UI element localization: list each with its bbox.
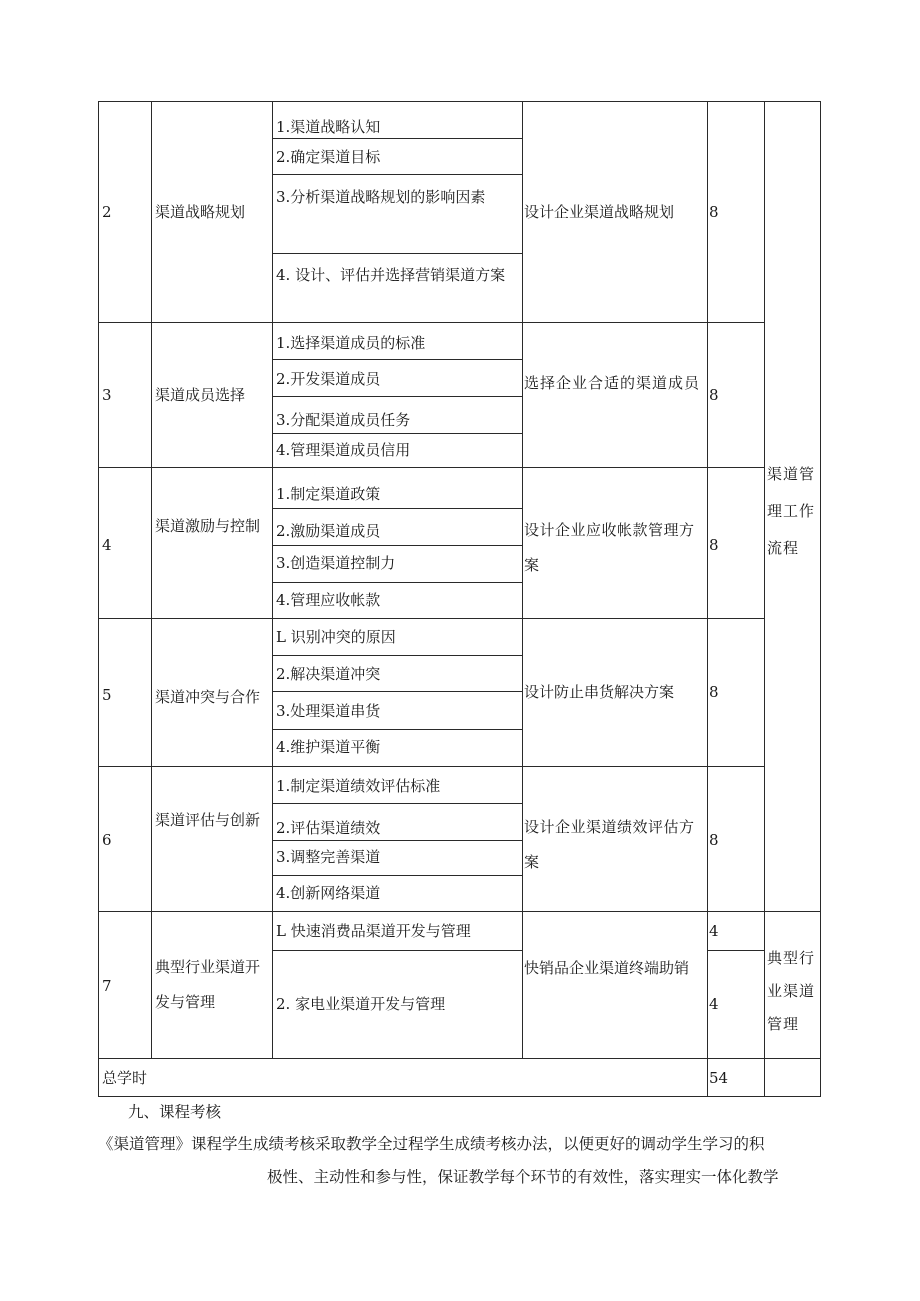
- project-cell: 快销品企业渠道终端助销: [524, 959, 690, 977]
- topic-item: 2.解决渠道冲突: [276, 665, 381, 683]
- topic-item: 3.处理渠道串货: [276, 702, 381, 720]
- total-label: 总学时: [102, 1069, 148, 1087]
- hours-cell: 8: [709, 386, 719, 404]
- topic-item: 4.维护渠道平衡: [276, 738, 381, 756]
- hours-cell: 8: [709, 683, 719, 701]
- topic-item: 1.制定渠道政策: [276, 485, 381, 503]
- project-cell: 设计防止串货解决方案: [524, 683, 675, 701]
- topic-item: 1.选择渠道成员的标准: [276, 334, 426, 352]
- paragraph-line: 《渠道管理》课程学生成绩考核采取教学全过程学生成绩考核办法，以便更好的调动学生学习的积: [98, 1135, 765, 1153]
- topic-item: 2. 家电业渠道开发与管理: [276, 995, 446, 1013]
- topic-item: 2.评估渠道绩效: [276, 819, 381, 837]
- project-cell: 设计企业渠道绩效评估方案: [524, 818, 695, 871]
- topic-item: 4.创新网络渠道: [276, 884, 381, 902]
- row-number: 5: [102, 686, 112, 704]
- topic-item: 3.调整完善渠道: [276, 848, 381, 866]
- topic-item: 2.开发渠道成员: [276, 370, 381, 388]
- topic-item: 2.确定渠道目标: [276, 148, 381, 166]
- hours-cell: 4: [709, 995, 719, 1013]
- project-cell: 选择企业合适的渠道成员: [524, 374, 701, 392]
- total-hours: 54: [709, 1069, 729, 1087]
- topic-item: 3.分析渠道战略规划的影响因素: [276, 188, 486, 206]
- topic-item: L 快速消费品渠道开发与管理: [276, 922, 471, 940]
- row-number: 7: [102, 977, 112, 995]
- topic-item: 4. 设计、评估并选择营销渠道方案: [276, 266, 506, 284]
- row-number: 4: [102, 536, 112, 554]
- hours-cell: 8: [709, 831, 719, 849]
- topic-item: 3.分配渠道成员任务: [276, 411, 411, 429]
- section-heading: 九、课程考核: [128, 1103, 222, 1121]
- topic-item: 4.管理渠道成员信用: [276, 441, 411, 459]
- remark-cell: 渠道管理工作流程: [767, 465, 816, 557]
- topic-item: 4.管理应收帐款: [276, 591, 381, 609]
- hours-cell: 8: [709, 536, 719, 554]
- project-cell: 设计企业应收帐款管理方案: [524, 521, 695, 574]
- topic-item: L 识别冲突的原因: [276, 628, 396, 646]
- row-title: 渠道激励与控制: [155, 517, 261, 535]
- hours-cell: 8: [709, 203, 719, 221]
- topic-item: 3.创造渠道控制力: [276, 554, 396, 572]
- topic-item: 2.激励渠道成员: [276, 522, 381, 540]
- remark-cell: 典型行业渠道管理: [767, 949, 816, 1033]
- hours-cell: 4: [709, 922, 719, 940]
- project-cell: 设计企业渠道战略规划: [524, 203, 675, 221]
- row-title: 渠道评估与创新: [155, 811, 261, 829]
- row-title: 渠道冲突与合作: [155, 688, 261, 706]
- row-number: 3: [102, 386, 112, 404]
- row-number: 6: [102, 831, 112, 849]
- row-number: 2: [102, 203, 112, 221]
- row-title: 渠道成员选择: [155, 386, 246, 404]
- paragraph-line: 极性、主动性和参与性，保证教学每个环节的有效性，落实理实一体化教学: [267, 1168, 779, 1186]
- topic-item: 1.制定渠道绩效评估标准: [276, 777, 441, 795]
- topic-item: 1.渠道战略认知: [276, 118, 381, 136]
- row-title: 典型行业渠道开发与管理: [155, 958, 261, 1011]
- row-title: 渠道战略规划: [155, 203, 246, 221]
